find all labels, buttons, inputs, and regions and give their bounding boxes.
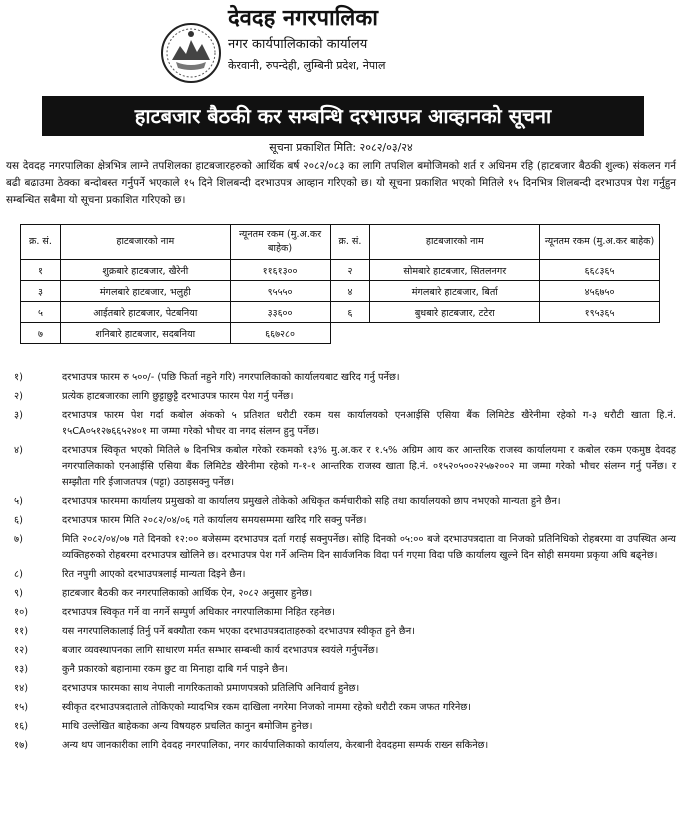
header-amount: न्यूनतम रकम (मु.अ.कर बाहेक) <box>540 225 660 260</box>
item-text: बजार व्यवस्थापनका लागि साधारण मर्मत सम्भार सम्बन्धी कार्य दरभाउपत्र स्वयंले गर्नुपर्नेछ। <box>62 645 379 656</box>
cell-sn: ७ <box>21 323 61 344</box>
list-item <box>6 389 676 405</box>
cell-sn: २ <box>330 260 370 281</box>
publish-date: सूचना प्रकाशित मिति: २०८२/०३/२४ <box>269 141 413 154</box>
list-item <box>6 586 676 602</box>
item-text: स्वीकृत दरभाउपत्रदाताले तोकिएको म्यादभित्र रकम दाखिला नगरेमा निजको नाममा रहेको धरौटी रकम जफत गरिनेछ। <box>62 702 471 713</box>
address: केरवानी, रुपन्देही, लुम्बिनी प्रदेश, नेपाल <box>228 59 386 72</box>
cell-amount: ६६७२८० <box>230 323 330 344</box>
list-item <box>6 624 676 640</box>
cell-sn: १ <box>21 260 61 281</box>
list-item <box>6 681 676 697</box>
table-row <box>21 302 660 323</box>
item-text: मिति २०८२/०४/०७ गते दिनको १२:०० बजेसम्म दरभाउपत्र दर्ता गराई सक्नुपर्नेछ। सोहि दिनको ०५:०० बजे दरभाउपत्रदाता वा निजको प्रतिनिधिको रोहबरमा वा उपस्थित अन्य व्यक्तिहरुको रोहबरमा दरभाउपत्र खोलिने छ। दरभाउपत्र पेश गर्ने अन्तिम दिन सार्वजनिक विदा पर्न गएमा विदा पछि कार्यालय खुल्ने दिन सोही समयमा प्रकृया अघि बढ्नेछ। <box>62 534 676 561</box>
header-sn: क्र. सं. <box>21 225 61 260</box>
cell-amount: ४५६७५० <box>540 281 660 302</box>
item-text: अन्य थप जानकारीका लागि देवदह नगरपालिका, नगर कार्यपालिकाको कार्यालय, केरबानी देवदहमा सम्पर्क राख्न सकिनेछ। <box>62 740 489 751</box>
list-item <box>6 700 676 716</box>
cell-name: सोमबारे हाटबजार, सितलनगर <box>370 260 540 281</box>
header-name: हाटबजारको नाम <box>370 225 540 260</box>
list-item <box>6 719 676 735</box>
org-name: देवदह नगरपालिका <box>228 6 378 31</box>
item-number: १२) <box>14 645 29 656</box>
item-text: प्रत्येक हाटबजारका लागि छुट्टाछुट्टै दरभाउपत्र फारम पेश गर्नु पर्नेछ। <box>62 391 294 402</box>
header-name: हाटबजारको नाम <box>60 225 230 260</box>
item-text: दरभाउपत्र फारमका साथ नेपाली नागरिकताको प्रमाणपत्रको प्रतिलिपि अनिवार्य हुनेछ। <box>62 683 360 694</box>
item-text: दरभाउपत्र फारममा कार्यालय प्रमुखको वा कार्यालय प्रमुखले तोकेको अधिकृत कर्मचारीको सहि तथा कार्यालयको छाप नभएको मान्यता हुने छैन। <box>62 496 561 507</box>
item-number: १४) <box>14 683 29 694</box>
item-text: दरभाउपत्र फारम मिति २०८२/०४/०६ गते कार्यालय समयसम्ममा खरिद गरि सक्नु पर्नेछ। <box>62 515 367 526</box>
cell-sn: ६ <box>330 302 370 323</box>
list-item <box>6 443 676 491</box>
cell-amount: ६६८३६५ <box>540 260 660 281</box>
item-number: ७) <box>14 534 23 545</box>
cell-sn: ५ <box>21 302 61 323</box>
item-number: १३) <box>14 664 29 675</box>
item-number: ८) <box>14 569 23 580</box>
cell-sn: ४ <box>330 281 370 302</box>
list-item <box>6 738 676 754</box>
item-text: हाटबजार बैठकी कर नगरपालिकाको आर्थिक ऐन, २०८२ अनुसार हुनेछ। <box>62 588 313 599</box>
item-number: २) <box>14 391 23 402</box>
item-text: यस नगरपालिकालाई तिर्नु पर्ने बक्यौता रकम भएका दरभाउपत्रदाताहरुको दरभाउपत्र स्वीकृत हुने छैन। <box>62 626 415 637</box>
cell-sn: ३ <box>21 281 61 302</box>
item-text: दरभाउपत्र स्विकृत भएको मितिले ७ दिनभित्र कबोल गरेको रकमको १३% मु.अ.कर र १.५% अग्रिम आय कर आन्तरिक राजस्व कार्यालयमा र कबोल रकम एकमुष्ठ देवदह नगरपालिकाको एनआईसि एसिया बैंक लिमिटेड खैरेनीमा रहेको ग-१-१ आन्तरिक राजस्व खाता हि.नं. ०१५२०५००२२५७२००२ मा जम्मा गरेको भौचर संलग्न गर्नु पर्नेछ। र सम्झौता गरि ईजाजतपत्र (पट्टा) उठाइसक्नु पर्नेछ। <box>62 445 676 488</box>
item-number: ५) <box>14 496 23 507</box>
item-number: १७) <box>14 740 29 751</box>
notice-title: हाटबजार बैठकी कर सम्बन्धि दरभाउपत्र आव्हानको सूचना <box>42 96 644 136</box>
table-header-row <box>21 225 660 260</box>
conditions-list <box>6 370 676 757</box>
list-item <box>6 408 676 440</box>
item-number: १) <box>14 372 23 383</box>
empty-cell <box>370 323 540 344</box>
cell-amount: ९५५५० <box>230 281 330 302</box>
item-text: माथि उल्लेखित बाहेकका अन्य विषयहरु प्रचलित कानुन बमोजिम हुनेछ। <box>62 721 313 732</box>
rates-table <box>20 224 660 344</box>
item-number: ९) <box>14 588 23 599</box>
list-item <box>6 513 676 529</box>
list-item <box>6 494 676 510</box>
table-row <box>21 323 660 344</box>
list-item <box>6 567 676 583</box>
item-text: दरभाउपत्र स्विकृत गर्ने वा नगर्ने सम्पुर्ण अधिकार नगरपालिकामा निहित रहनेछ। <box>62 607 335 618</box>
cell-name: आईतबारे हाटबजार, पेटबनिया <box>60 302 230 323</box>
cell-name: बुधबारे हाटबजार, टटेरा <box>370 302 540 323</box>
item-text: दरभाउपत्र फारम पेश गर्दा कबोल अंकको ५ प्रतिशत धरौटी रकम यस कार्यालयको एनआईसि एसिया बैंक लिमिटेड खैरेनीमा रहेको ग-३ धरौटी खाता हि.नं. १५CA०५१२७६६५२४०१ मा जम्मा गरेको भौचर वा नगद संलग्न हुनु पर्नेछ। <box>62 410 676 437</box>
item-number: १०) <box>14 607 29 618</box>
item-number: १६) <box>14 721 29 732</box>
cell-name: मंगलबारे हाटबजार, बिर्ता <box>370 281 540 302</box>
header-sn: क्र. सं. <box>330 225 370 260</box>
cell-amount: ३३६०० <box>230 302 330 323</box>
intro-paragraph: यस देवदह नगरपालिका क्षेत्रभित्र लाग्ने तपशिलका हाटबजारहरुको आर्थिक बर्ष २०८२/०८३ का लागि तपशिल बमोजिमको शर्त र अधिनम रहि (हाटबजार बैठकी शुल्क) संकलन गर्न बढी बढाउमा ठेक्का बन्दोबस्त गर्नुपर्ने भएकाले १५ दिने शिलबन्दी दरभाउपत्र आव्हान गरिएको छ। यो सूचना प्रकाशित भएको मितिले १५ दिनभित्र शिलबन्दी दरभाउपत्र पेश गर्नुहुन सम्बन्धित सबैमा यो सूचना प्रकाशित गरिएको छ। <box>6 160 676 206</box>
empty-cell <box>540 323 660 344</box>
item-text: रित नपुगी आएको दरभाउपत्रलाई मान्यता दिइने छैन। <box>62 569 246 580</box>
item-text: दरभाउपत्र फारम रु ५००/- (पछि फिर्ता नहुने गरि) नगरपालिकाको कार्यालयबाट खरिद गर्नु पर्नेछ। <box>62 372 400 383</box>
item-number: १५) <box>14 702 29 713</box>
cell-name: मंगलबारे हाटबजार, भलुही <box>60 281 230 302</box>
empty-cell <box>330 323 370 344</box>
table-row <box>21 260 660 281</box>
letterhead <box>0 0 682 88</box>
cell-name: शनिबारे हाटबजार, सदबनिया <box>60 323 230 344</box>
list-item <box>6 643 676 659</box>
list-item <box>6 605 676 621</box>
cell-amount: ११६१३०० <box>230 260 330 281</box>
list-item <box>6 370 676 386</box>
cell-name: शुक्रबारे हाटबजार, खैरेनी <box>60 260 230 281</box>
list-item <box>6 662 676 678</box>
list-item <box>6 532 676 564</box>
cell-amount: १९५३६५ <box>540 302 660 323</box>
item-number: ४) <box>14 445 23 456</box>
item-number: ३) <box>14 410 23 421</box>
office-name: नगर कार्यपालिकाको कार्यालय <box>228 37 368 52</box>
table-row <box>21 281 660 302</box>
item-number: ११) <box>14 626 29 637</box>
item-number: ६) <box>14 515 23 526</box>
item-text: कुनै प्रकारको बहानामा रकम छुट वा मिनाहा दाबि गर्न पाइने छैन। <box>62 664 288 675</box>
header-amount: न्यूनतम रकम (मु.अ.कर बाहेक) <box>230 225 330 260</box>
nepal-emblem-icon <box>160 22 222 84</box>
